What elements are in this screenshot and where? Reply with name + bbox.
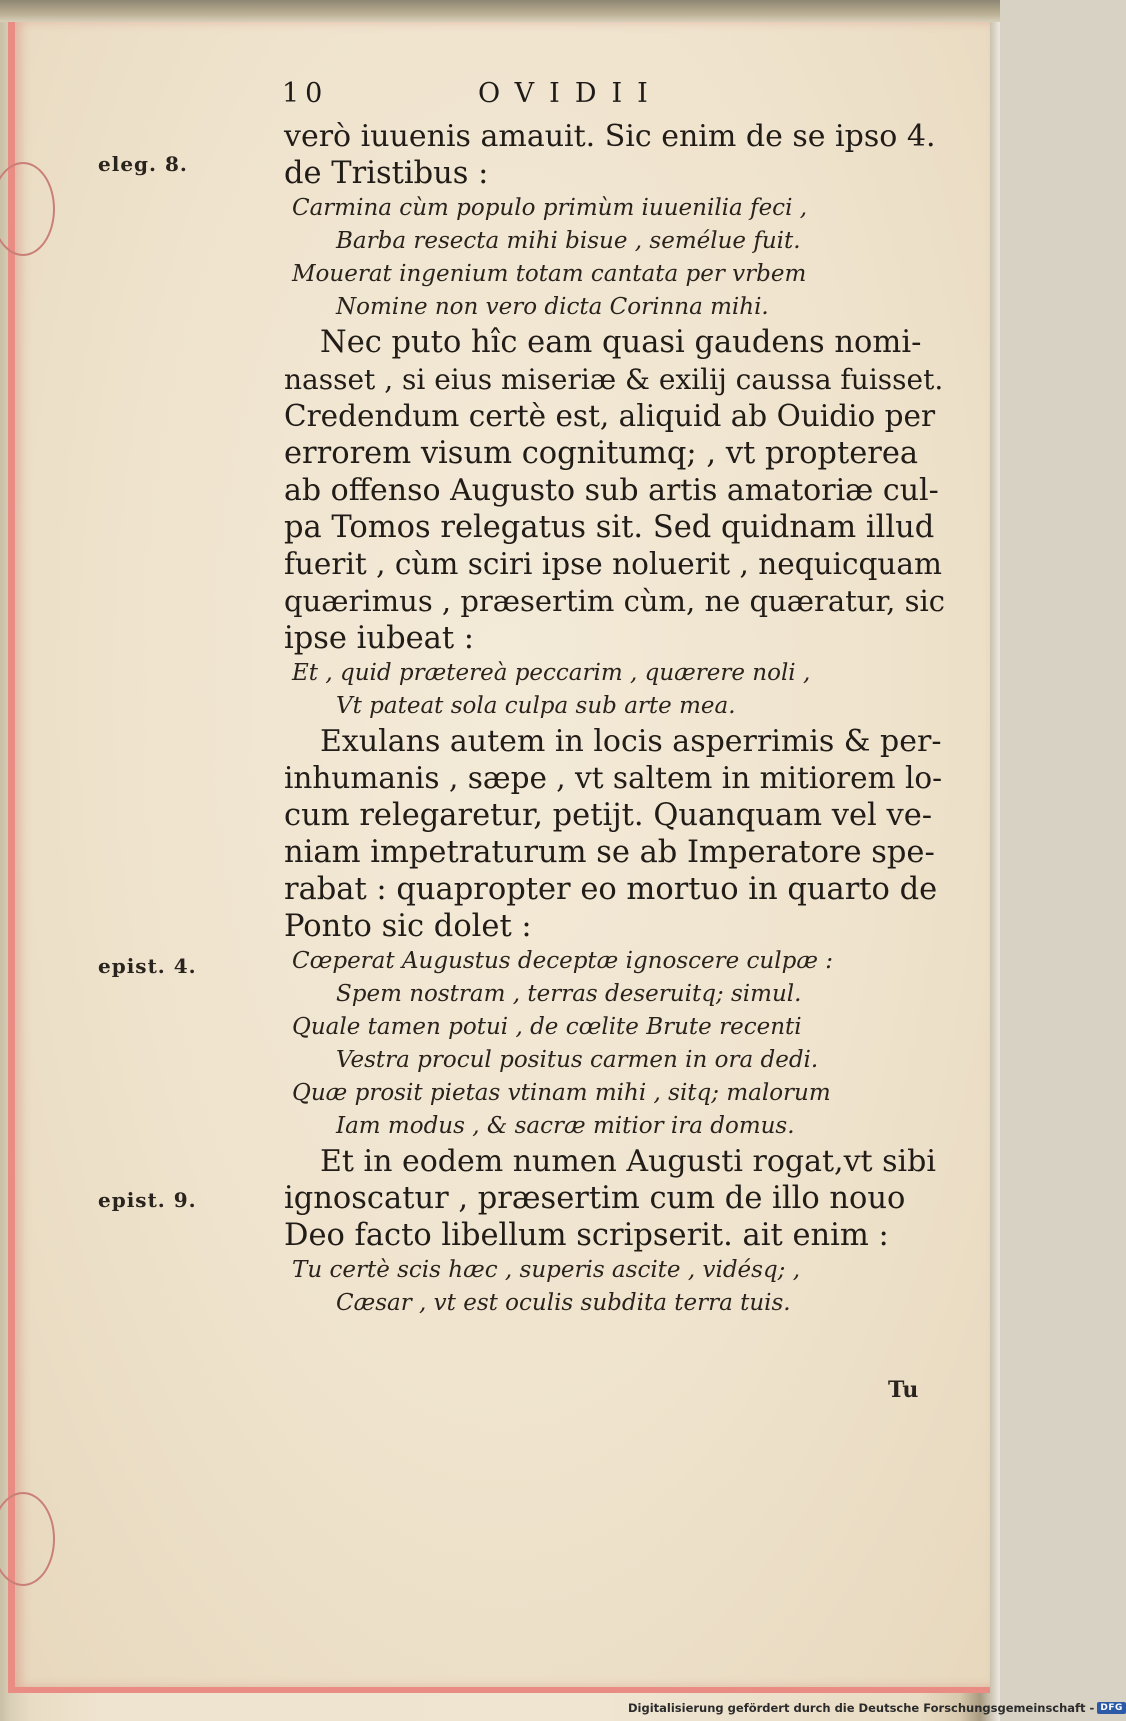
prose-line: fuerit , cùm sciri ipse noluerit , nequicquam — [284, 547, 942, 581]
paper-stain — [0, 1492, 55, 1586]
verse-line: Vt pateat sola culpa sub arte mea. — [336, 693, 736, 719]
prose-line: nasset , si eius miseriæ & exilij caussa fuisset. — [284, 363, 944, 396]
margin-note-epist: epist. 4. — [98, 954, 197, 978]
prose-line: rabat : quapropter eo mortuo in quarto de — [284, 872, 938, 907]
footer-text: Digitalisierung gefördert durch die Deutsche Forschungsgemeinschaft - — [628, 1701, 1095, 1715]
verse-line: Barba resecta mihi bisue , semélue fuit. — [336, 228, 801, 254]
verse-line: Quale tamen potui , de cœlite Brute recenti — [292, 1014, 802, 1040]
verse-line: Vestra procul positus carmen in ora dedi. — [336, 1047, 819, 1073]
page-number: 10 — [282, 78, 329, 109]
margin-note-eleg: eleg. 8. — [98, 152, 188, 176]
prose-line: Deo facto libellum scripserit. ait enim : — [284, 1218, 889, 1253]
page-header — [282, 78, 722, 114]
verse-line: Tu certè scis hæc , superis ascite , vidésq; , — [292, 1257, 801, 1283]
prose-line: errorem visum cognitumq; , vt propterea — [284, 436, 919, 471]
prose-line: ignoscatur , præsertim cum de illo nouo — [284, 1181, 906, 1216]
prose-line: pa Tomos relegatus sit. Sed quidnam illud — [284, 510, 935, 545]
verse-line: Carmina cùm populo primùm iuuenilia feci , — [292, 195, 808, 221]
body-text — [284, 118, 944, 1320]
prose-line: verò iuuenis amauit. Sic enim de se ipso 4. — [284, 119, 936, 154]
prose-line: Et in eodem numen Augusti rogat,vt sibi — [320, 1144, 936, 1179]
running-title: OVIDII — [478, 78, 663, 109]
prose-line: inhumanis , sæpe , vt saltem in mitiorem lo- — [284, 761, 943, 795]
prose-line: ipse iubeat : — [284, 621, 475, 656]
prose-line: Exulans autem in locis asperrimis & per- — [320, 724, 942, 759]
margin-note-epist: epist. 9. — [98, 1188, 197, 1212]
dfg-logo: DFG — [1097, 1702, 1126, 1714]
prose-line: niam impetraturum se ab Imperatore spe- — [284, 835, 935, 870]
verse-line: Nomine non vero dicta Corinna mihi. — [336, 294, 769, 320]
prose-line: ab offenso Augusto sub artis amatoriæ cul- — [284, 473, 939, 508]
paper-stain — [0, 162, 55, 256]
prose-line: quærimus , præsertim cùm, ne quæratur, sic — [284, 584, 945, 618]
verse-line: Mouerat ingenium totam cantata per vrbem — [292, 261, 807, 287]
prose-line: Nec puto hîc eam quasi gaudens nomi- — [320, 325, 922, 360]
verse-line: Spem nostram , terras deseruitq; simul. — [336, 981, 802, 1007]
verse-line: Quæ prosit pietas vtinam mihi , sitq; malorum — [292, 1080, 831, 1106]
prose-line: de Tristibus : — [284, 156, 489, 191]
digitization-footer — [628, 1699, 1126, 1717]
verse-line: Cæsar , vt est oculis subdita terra tuis. — [336, 1290, 791, 1316]
verse-line: Iam modus , & sacræ mitior ira domus. — [336, 1113, 795, 1139]
catchword: Tu — [888, 1377, 919, 1403]
prose-line: Ponto sic dolet : — [284, 909, 532, 944]
prose-line: cum relegaretur, petijt. Quanquam vel ve- — [284, 798, 933, 833]
verse-line: Cœperat Augustus deceptæ ignoscere culpæ : — [292, 948, 833, 974]
book-edge — [0, 0, 1000, 22]
prose-line: Credendum certè est, aliquid ab Ouidio per — [284, 399, 936, 433]
verse-line: Et , quid prætereà peccarim , quærere noli , — [292, 660, 811, 686]
